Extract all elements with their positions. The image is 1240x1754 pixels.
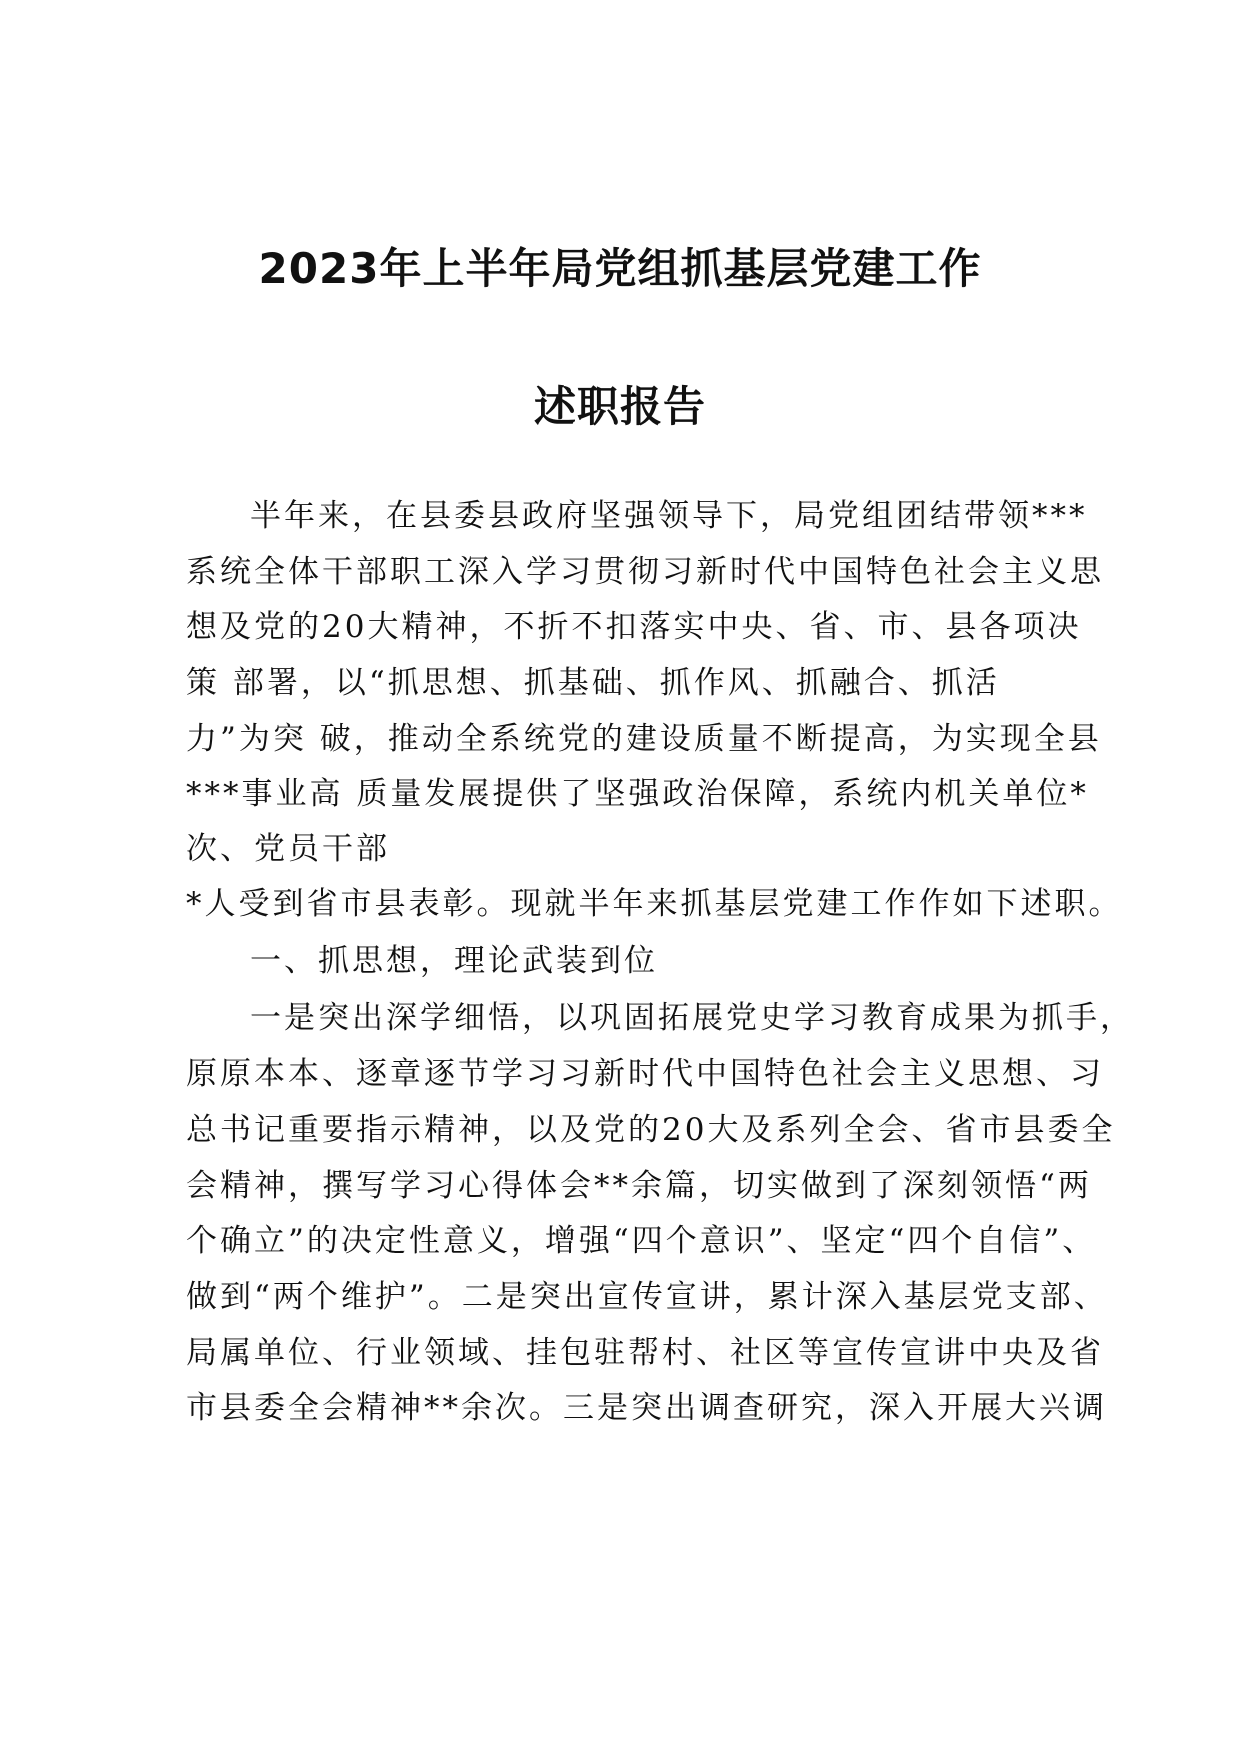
- section-heading-1: 一、抓思想，理论武装到位: [250, 943, 658, 979]
- body-line-16: 局属单位、行业领域、挂包驻帮村、社区等宣传宣讲中央及省: [186, 1335, 1104, 1371]
- body-line-15: 做到“两个维护”。二是突出宣传宣讲，累计深入基层党支部、: [186, 1279, 1108, 1315]
- body-line-5: 力”为突 破，推动全系统党的建设质量不断提高，为实现全县: [186, 721, 1102, 757]
- body-line-3: 想及党的20大精神，不折不扣落实中央、省、市、县各项决: [186, 609, 1082, 645]
- document-title-line1: 2023年上半年局党组抓基层党建工作: [258, 244, 982, 293]
- body-line-10: 一是突出深学细悟，以巩固拓展党史学习教育成果为抓手，: [250, 1000, 1134, 1036]
- body-line-12: 总书记重要指示精神，以及党的20大及系列全会、省市县委全: [186, 1112, 1116, 1148]
- body-line-4: 策 部署，以“抓思想、抓基础、抓作风、抓融合、抓活: [186, 665, 1000, 701]
- body-line-14: 个确立”的决定性意义，增强“四个意识”、坚定“四个自信”、: [186, 1223, 1097, 1259]
- body-line-8: *人受到省市县表彰。现就半年来抓基层党建工作作如下述职。: [186, 886, 1123, 922]
- body-line-6: ***事业高 质量发展提供了坚强政治保障，系统内机关单位*: [186, 776, 1089, 812]
- body-line-13: 会精神，撰写学习心得体会**余篇，切实做到了深刻领悟“两: [186, 1168, 1092, 1204]
- body-line-11: 原原本本、逐章逐节学习习新时代中国特色社会主义思想、习: [186, 1056, 1104, 1092]
- body-line-2: 系统全体干部职工深入学习贯彻习新时代中国特色社会主义思: [186, 554, 1104, 590]
- body-line-1: 半年来，在县委县政府坚强领导下，局党组团结带领***: [250, 498, 1088, 534]
- document-body: [186, 0, 1134, 1754]
- body-line-7: 次、党员干部: [186, 831, 390, 867]
- body-line-17: 市县委全会精神**余次。三是突出调查研究，深入开展大兴调: [186, 1390, 1107, 1426]
- document-title-line2: 述职报告: [533, 382, 706, 431]
